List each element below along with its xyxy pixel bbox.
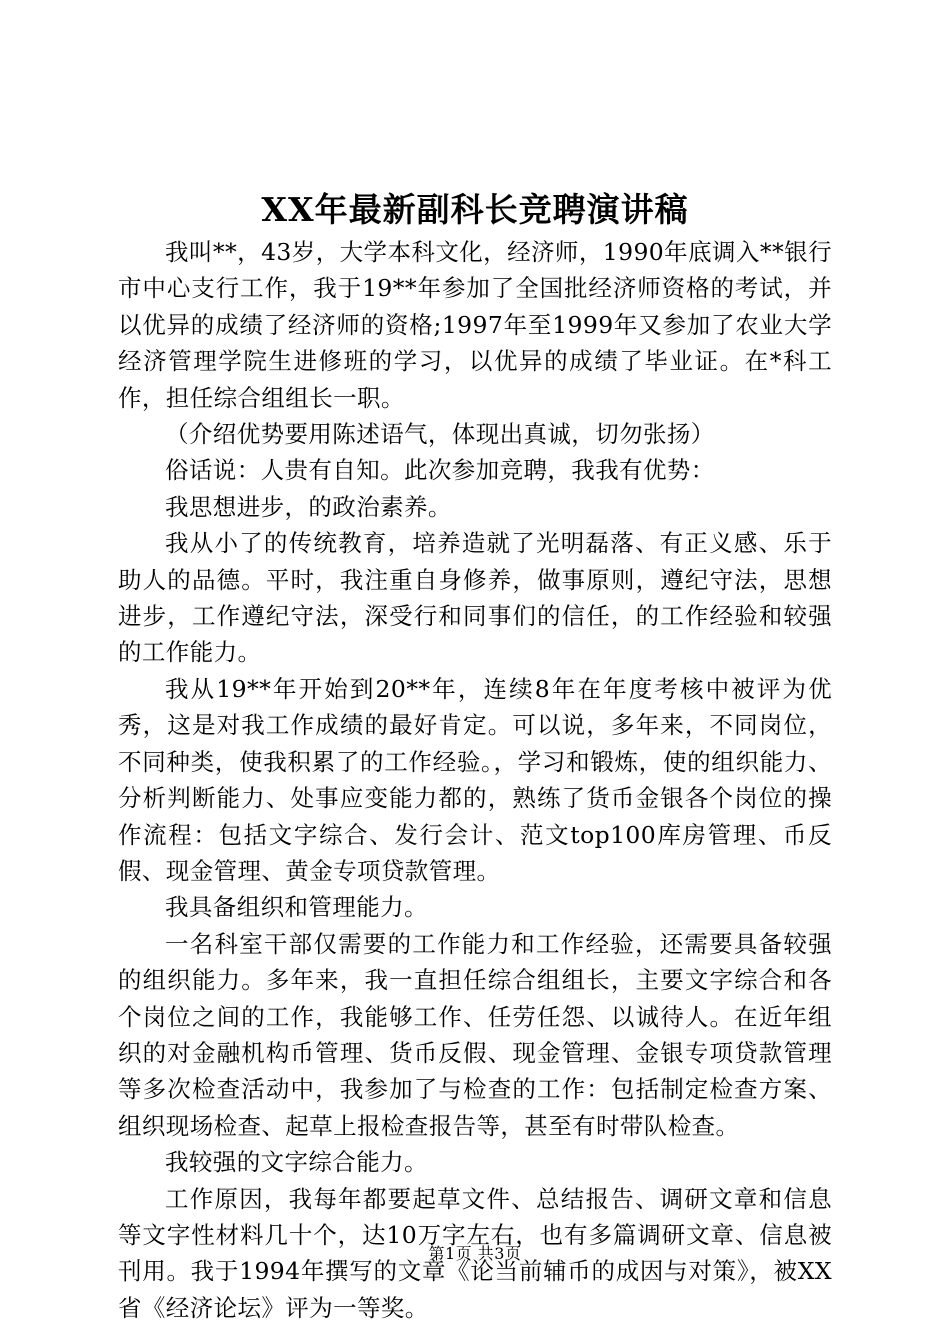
- paragraph: 一名科室干部仅需要的工作能力和工作经验，还需要具备较强的组织能力。多年来，我一直担任综合组组长，主要文字综合和各个岗位之间的工作，我能够工作、任劳任怨、以诚待人。在近年组织的对金融机构币管理、货币反假、现金管理、金银专项贷款管理等多次检查活动中，我参加了与检查的工作：包括制定检查方案、组织现场检查、起草上报检查报告等，甚至有时带队检查。: [118, 929, 832, 1140]
- paragraph: 我具备组织和管理能力。: [165, 893, 428, 922]
- document-title: XX年最新副科长竞聘演讲稿: [261, 190, 689, 229]
- paragraph: 我较强的文字综合能力。: [165, 1148, 428, 1177]
- page-footer: 第1页 共3页: [428, 1244, 522, 1263]
- paragraph: 我叫**，43岁，大学本科文化，经济师，1990年底调入**银行市中心支行工作，我于19**年参加了全国批经济师资格的考试，并以优异的成绩了经济师的资格;1997年至1999年又参加了农业大学经济管理学院生进修班的学习，以优异的成绩了毕业证。在*科工作，担任综合组组长一职。: [118, 238, 832, 412]
- paragraph: 工作原因，我每年都要起草文件、总结报告、调研文章和信息等文字性材料几十个，达10万字左右，也有多篇调研文章、信息被刊用。我于1994年撰写的文章《论当前辅币的成因与对策》，被XX省《经济论坛》评为一等奖。: [118, 1184, 832, 1322]
- paragraph: 我思想进步，的政治素养。: [165, 492, 452, 521]
- paragraph: （介绍优势要用陈述语气，体现出真诚，切勿张扬）: [165, 420, 715, 449]
- document-body: [118, 234, 832, 1326]
- paragraph: 我从19**年开始到20**年，连续8年在年度考核中被评为优秀，这是对我工作成绩的最好肯定。可以说，多年来，不同岗位，不同种类，使我积累了的工作经验。，学习和锻炼，使的组织能力、分析判断能力、处事应变能力都的，熟练了货币金银各个岗位的操作流程：包括文字综合、发行会计、范文top100库房管理、币反假、现金管理、黄金专项贷款管理。: [118, 674, 832, 885]
- paragraph: 我从小了的传统教育，培养造就了光明磊落、有正义感、乐于助人的品德。平时，我注重自身修养，做事原则，遵纪守法，思想进步，工作遵纪守法，深受行和同事们的信任，的工作经验和较强的工作能力。: [118, 529, 832, 667]
- paragraph: 俗话说：人贵有自知。此次参加竞聘，我我有优势：: [165, 456, 715, 485]
